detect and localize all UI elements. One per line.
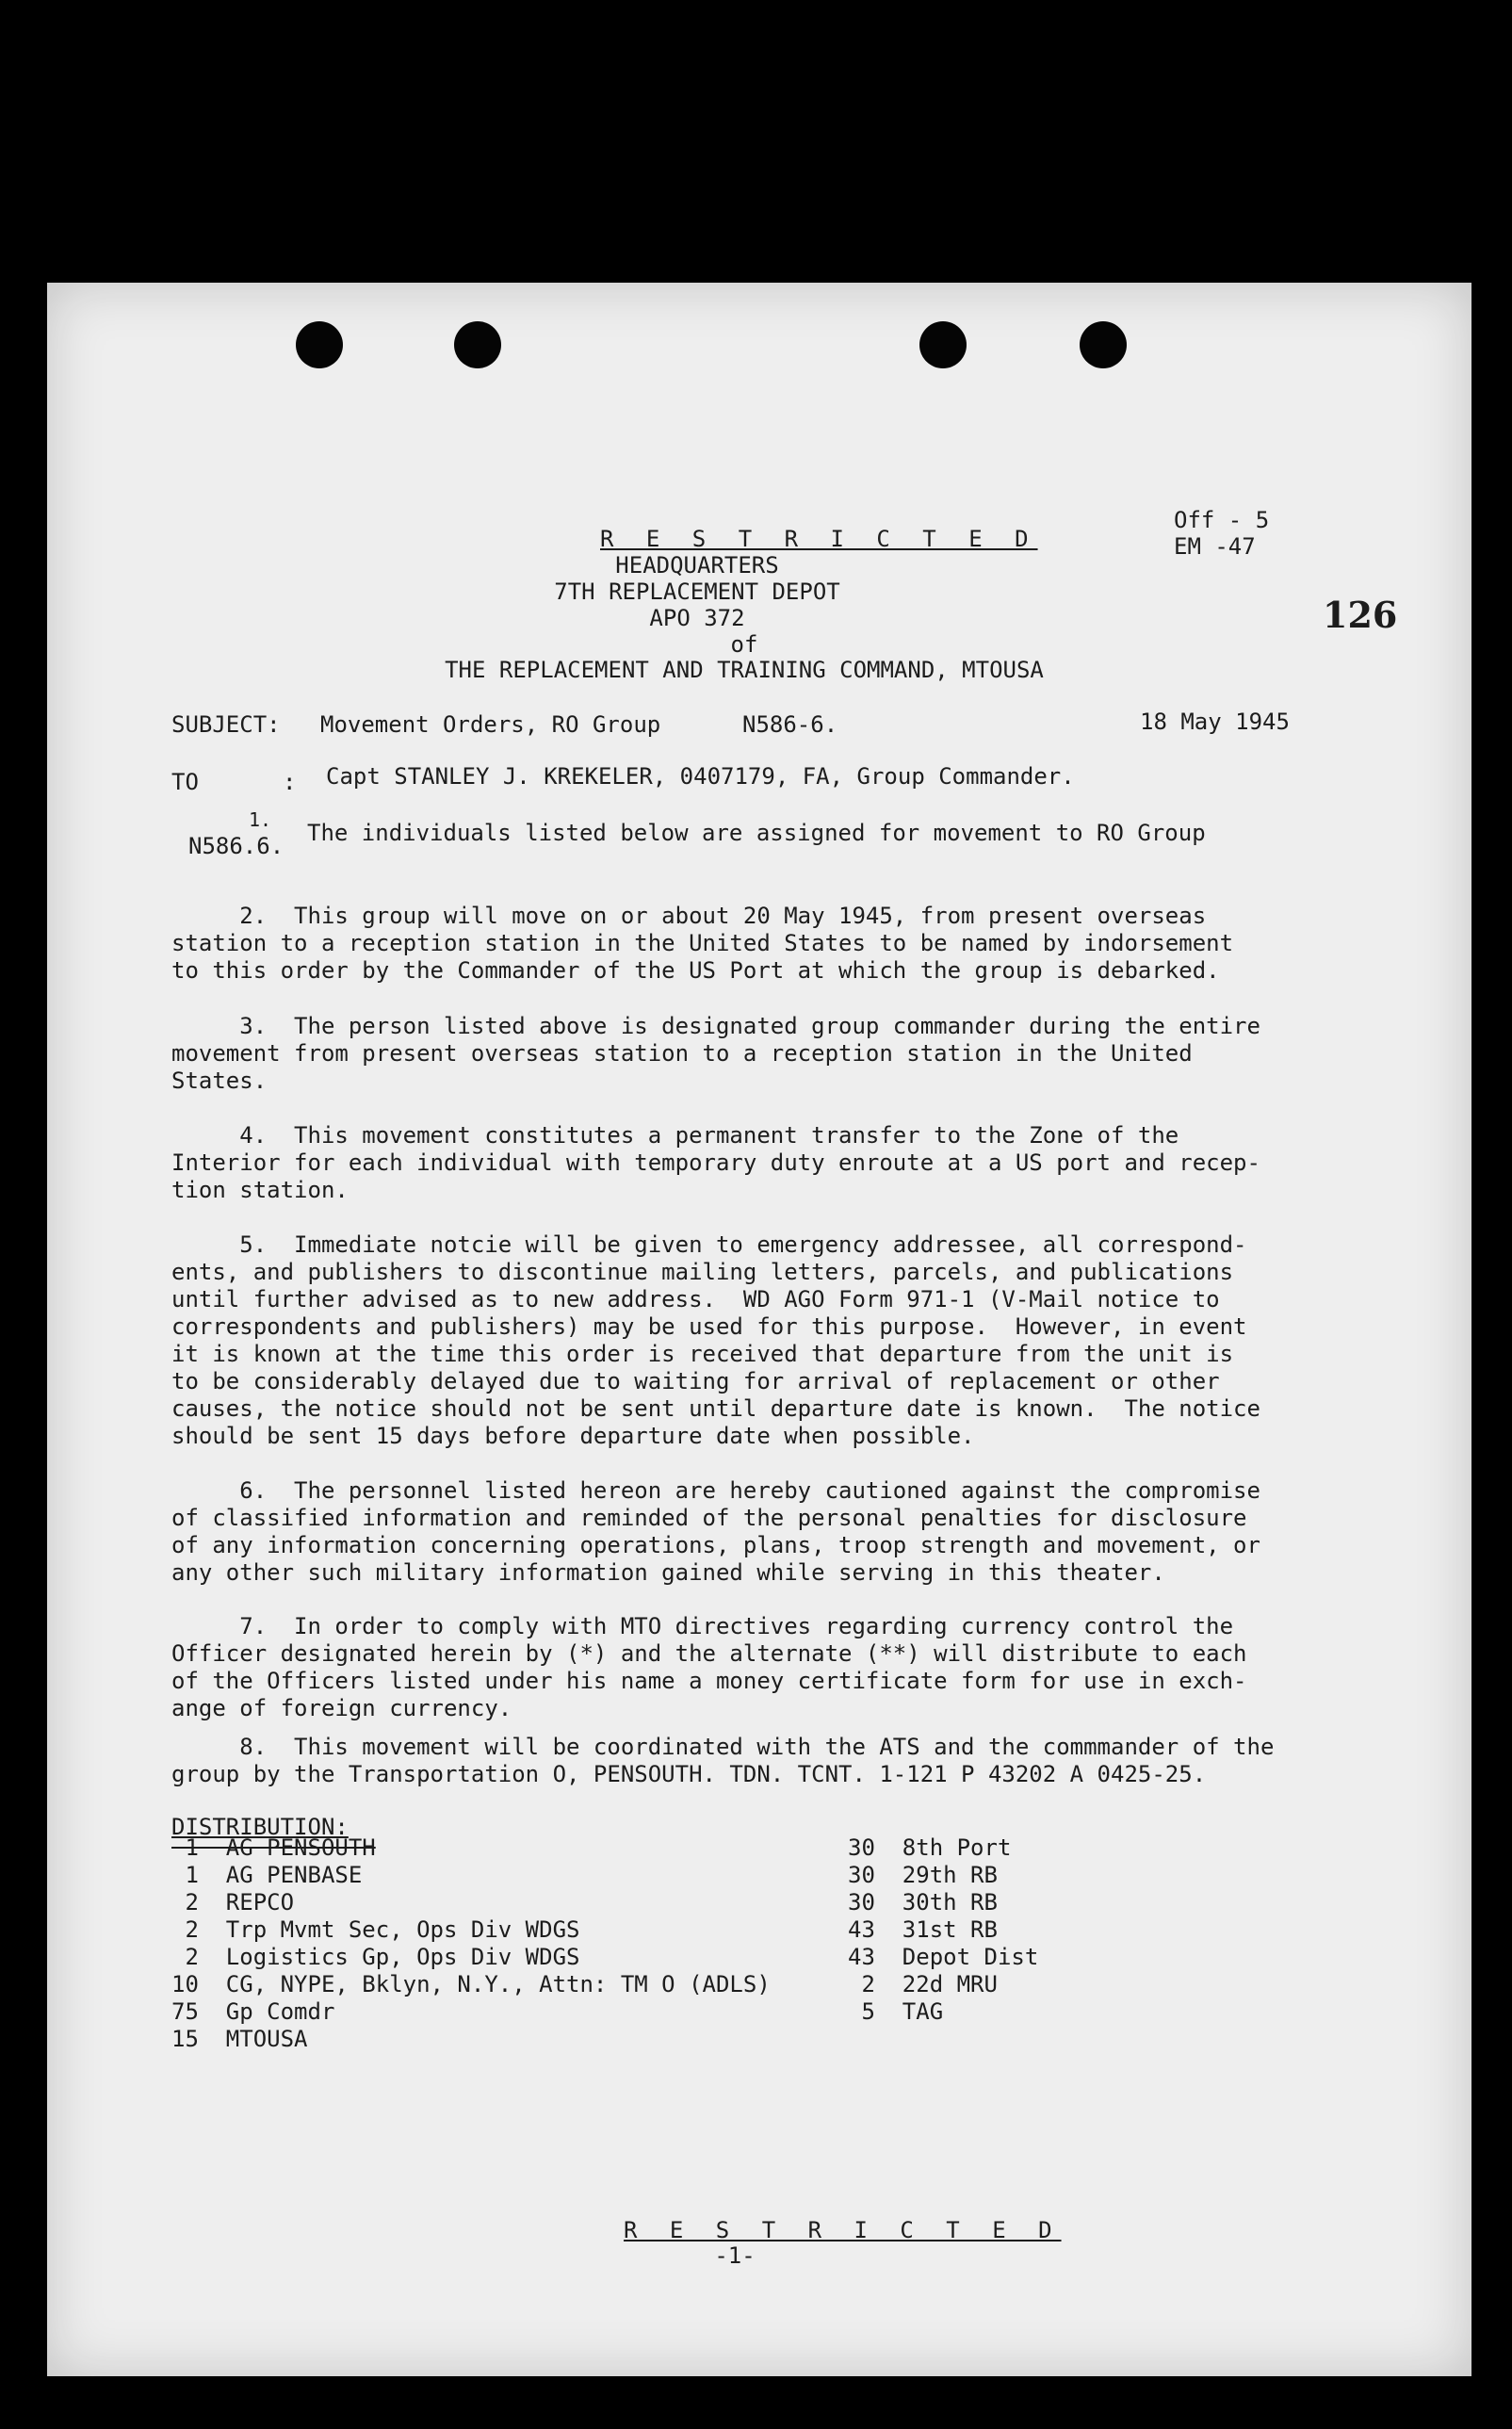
para1-number: 1. (249, 808, 272, 831)
distribution-item: 15 MTOUSA (171, 2026, 308, 2052)
paragraph-3: 3. The person listed above is designated group commander during the entire movement from present overseas station to a reception station in the United States. (171, 1013, 1260, 1094)
document-page (47, 283, 1471, 2376)
paragraph-6: 6. The personnel listed hereon are hereby cautioned against the compromise of classified information and reminded of the personal penalties for disclosure of any information concerning operations, plans, troop strength and movement, or any other such military information gained while serving in this theater. (171, 1477, 1260, 1586)
distribution-item: 2 Logistics Gp, Ops Div WDGS (171, 1944, 580, 1970)
distribution-item: 2 Trp Mvmt Sec, Ops Div WDGS (171, 1916, 580, 1943)
distribution-label: DISTRIBUTION: (171, 1814, 349, 1840)
distribution-item: 43 31st RB (848, 1916, 998, 1943)
distribution-item: 1 AG PENSOUTH (171, 1834, 376, 1861)
to-label: TO (171, 769, 199, 795)
distribution-item: 30 30th RB (848, 1889, 998, 1915)
paragraph-2: 2. This group will move on or about 20 May 1945, from present overseas station to a reception station in the United States to be named by indorsement to this order by the Commander of the US Port at which the group is debarked. (171, 903, 1234, 984)
punch-hole (296, 321, 343, 368)
classification-footer: R E S T R I C T E D (624, 2217, 1062, 2243)
distribution-item: 5 TAG (848, 1998, 944, 2025)
headquarters-line: HEADQUARTERS (615, 552, 779, 579)
to-separator: : (283, 769, 297, 795)
subject-text: Movement Orders, RO Group (320, 711, 661, 738)
enlisted-count: EM -47 (1174, 533, 1256, 560)
distribution-item: 10 CG, NYPE, Bklyn, N.Y., Attn: TM O (ADLS) (171, 1971, 771, 1997)
to-recipient: Capt STANLEY J. KREKELER, 0407179, FA, Group Commander. (326, 763, 1075, 790)
apo-line: APO 372 (649, 605, 745, 631)
distribution-right-list (848, 1834, 1038, 2026)
distribution-item: 75 Gp Comdr (171, 1998, 335, 2025)
subject-label: SUBJECT: (171, 711, 281, 738)
subject-code: N586-6. (742, 711, 838, 738)
paragraph-4: 4. This movement constitutes a permanent transfer to the Zone of the Interior for each individual with temporary duty enroute at a US port and recep- tion station. (171, 1122, 1260, 1203)
punch-hole (919, 321, 967, 368)
distribution-left-list (171, 1834, 771, 2053)
page-number: -1- (714, 2242, 756, 2269)
paragraph-7: 7. In order to comply with MTO directives regarding currency control the Officer designated herein by (*) and the alternate (**) will distribute to each of the Officers listed under his name a money certificate form for use in exch- ange of foreign currency. (171, 1613, 1247, 1721)
paragraph-8: 8. This movement will be coordinated with the ATS and the commmander of the group by the Transportation O, PENSOUTH. TDN. TCNT. 1-121 P 43202 A 0425-25. (171, 1734, 1275, 1787)
para1-text: The individuals listed below are assigned for movement to RO Group (307, 820, 1206, 846)
page-stamp-number: 126 (1323, 594, 1398, 636)
of-line: of (730, 631, 758, 658)
distribution-item: 1 AG PENBASE (171, 1862, 363, 1888)
punch-hole (454, 321, 501, 368)
officer-count: Off - 5 (1174, 507, 1270, 533)
distribution-item: 30 29th RB (848, 1862, 998, 1888)
depot-line: 7TH REPLACEMENT DEPOT (554, 579, 840, 605)
distribution-item: 43 Depot Dist (848, 1944, 1039, 1970)
para1-lead: N586.6. (188, 833, 285, 859)
classification-header: R E S T R I C T E D (600, 526, 1038, 552)
command-line: THE REPLACEMENT AND TRAINING COMMAND, MTOUSA (445, 657, 1044, 683)
paragraph-5: 5. Immediate notcie will be given to emergency addressee, all correspond- ents, and publishers to discontinue mailing letters, parcels, and publications until further advised as to new address. WD AGO Form 971-1 (V-Mail notice to correspondents and publishers) may be used for this purpose. However, in event it is known at the time this order is received that departure from the unit is to be considerably delayed due to waiting for arrival of replacement or other causes, the notice should not be sent until departure date is known. The notice should be sent 15 days before departure date when possible. (171, 1231, 1260, 1449)
punch-hole (1080, 321, 1127, 368)
order-date: 18 May 1945 (1140, 709, 1290, 735)
distribution-item: 2 22d MRU (848, 1971, 998, 1997)
distribution-item: 2 REPCO (171, 1889, 295, 1915)
distribution-item: 30 8th Port (848, 1834, 1012, 1861)
